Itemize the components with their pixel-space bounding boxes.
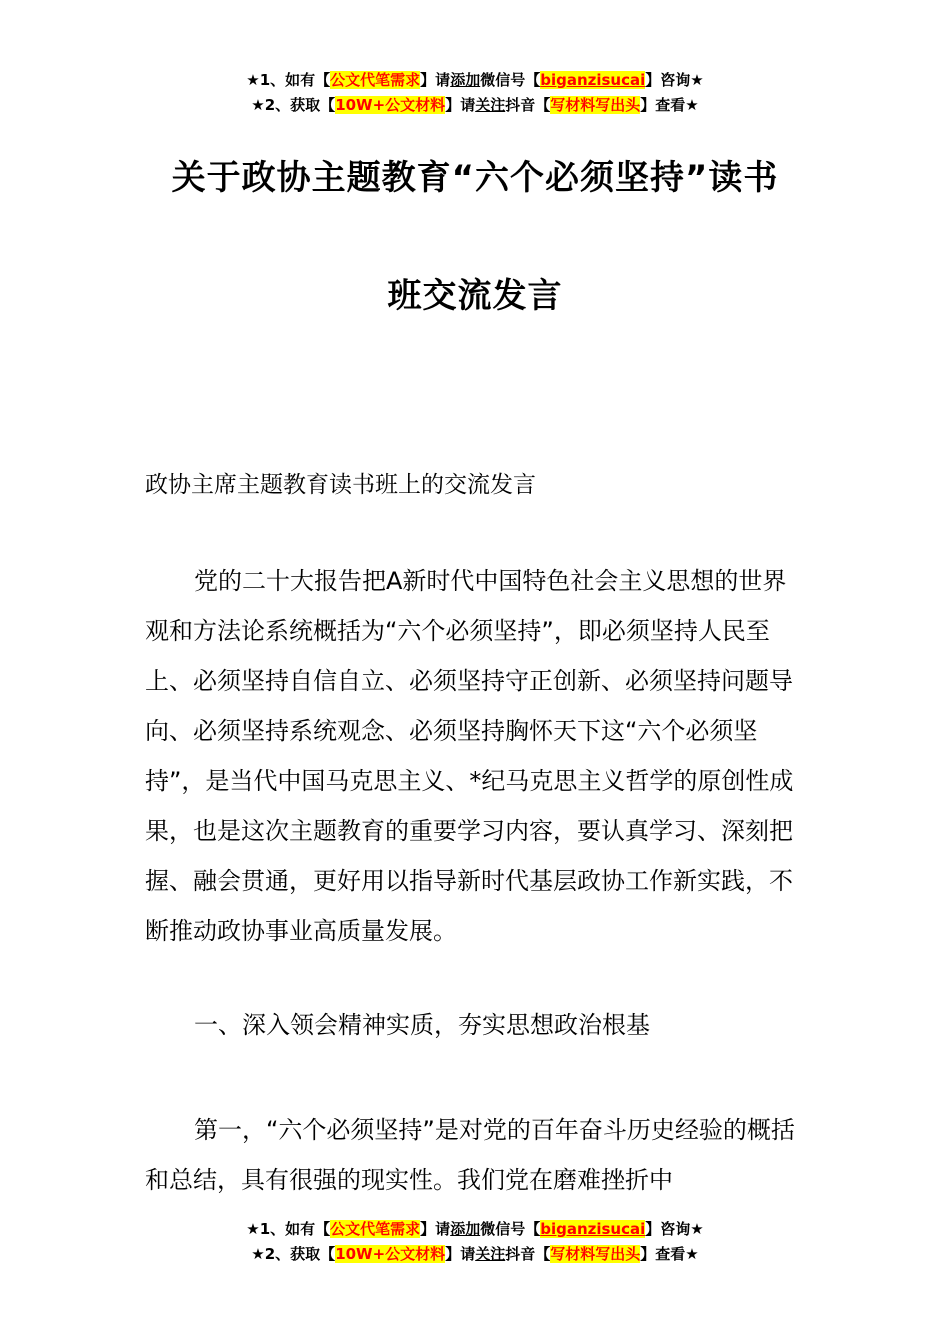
douyin-account: 写材料写出头 [550,1245,641,1263]
highlight-ghostwriting: 公文代笔需求 [330,1220,421,1238]
section-heading-1: 一、深入领会精神实质，夯实思想政治根基 [194,1011,650,1039]
wechat-id: biganzisucai [540,71,646,89]
document-subtitle: 政协主席主题教育读书班上的交流发言 [145,472,536,498]
banner-text: 微信号【 [480,71,541,89]
banner-text: ★2、获取【 [251,1245,336,1263]
banner-line-1 [0,1217,950,1242]
banner-text: 】请 [420,71,451,89]
banner-text: ★1、如有【 [246,1220,331,1238]
document-title-line-1: 关于政协主题教育“六个必须坚持”读书 [171,158,779,198]
highlight-materials: 10W+公文材料 [335,1245,446,1263]
banner-text: 】请 [445,96,476,114]
banner-text: 】咨询★ [645,71,704,89]
body-paragraph-1: 党的二十大报告把A新时代中国特色社会主义思想的世界观和方法论系统概括为“六个必须坚持”，即必须坚持人民至上、必须坚持自信自立、必须坚持守正创新、必须坚持问题导向、必须坚持系统观念、必须坚持胸怀天下这“六个必须坚持”，是当代中国马克思主义、*纪马克思主义哲学的原创性成果，也是这次主题教育的重要学习内容，要认真学习、深刻把握、融会贯通，更好用以指导新时代基层政协工作新实践，不断推动政协事业高质量发展。 [145,567,794,945]
banner-text: 】查看★ [640,1245,699,1263]
banner-text: 】请 [445,1245,476,1263]
banner-text: 】咨询★ [645,1220,704,1238]
banner-text-underlined: 添加 [450,71,481,89]
banner-text: 抖音【 [505,1245,551,1263]
banner-text-underlined: 关注 [475,96,506,114]
banner-text: 抖音【 [505,96,551,114]
highlight-ghostwriting: 公文代笔需求 [330,71,421,89]
wechat-id: biganzisucai [540,1220,646,1238]
douyin-account: 写材料写出头 [550,96,641,114]
body-paragraph-2: 第一，“六个必须坚持”是对党的百年奋斗历史经验的概括和总结，具有很强的现实性。我们党在磨难挫折中 [145,1116,795,1194]
banner-text: 微信号【 [480,1220,541,1238]
banner-line-2 [0,93,950,118]
banner-text: ★1、如有【 [246,71,331,89]
footer-banner [0,1217,950,1267]
highlight-materials: 10W+公文材料 [335,96,446,114]
banner-line-1 [0,68,950,93]
document-title-line-2: 班交流发言 [387,276,563,316]
banner-text-underlined: 关注 [475,1245,506,1263]
banner-text: 】请 [420,1220,451,1238]
header-banner [0,68,950,118]
banner-text: 】查看★ [640,96,699,114]
banner-text-underlined: 添加 [450,1220,481,1238]
banner-text: ★2、获取【 [251,96,336,114]
banner-line-2 [0,1242,950,1267]
